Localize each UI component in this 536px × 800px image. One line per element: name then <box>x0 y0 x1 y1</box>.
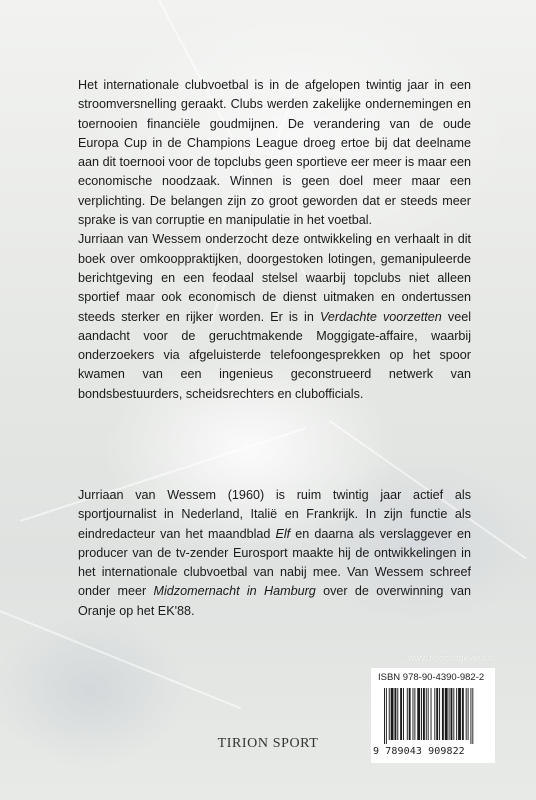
barcode-bar <box>439 688 440 740</box>
barcode-bar <box>423 688 425 740</box>
magazine-title: Elf <box>275 526 291 541</box>
barcode-bar <box>456 688 457 740</box>
barcode-bar <box>414 688 415 740</box>
barcode-bar <box>458 688 461 740</box>
author-bio: Jurriaan van Wessem (1960) is ruim twintig jaar actief als sportjournalist in Nederland, Italië en Frankrijk. In zijn functie als eindredacteur van het maandblad Elf en daarna als verslaggever en producer van de tv-zender Eurosport maakte hij de ontwikkelingen in het internationale clubvoetbal van nabij mee. Van Wessem schreef onder meer Midzomernacht in Hamburg over de overwinning van Oranje op het EK'88. <box>78 488 472 618</box>
barcode-bar <box>391 688 394 740</box>
blurb-text <box>78 76 471 404</box>
barcode-bar <box>445 688 448 740</box>
isbn-number: ISBN 978-90-4390-982-2 <box>378 672 485 683</box>
barcode-bar <box>421 688 422 740</box>
barcode-digits: 9 789043 909822 <box>373 746 465 757</box>
blurb-paragraph-2: Jurriaan van Wessem onderzocht deze ontwikkeling en verhaalt in dit boek over omkooppraktijken, doorgestoken lotingen, gemanipuleerde berichtgeving en een feodaal stelsel waarbij topclubs niet alleen sportief maar ook economisch de dienst uitmaken en ondertussen steeds sterker en rijker worden. Er is in Verdachte voorzetten veel aandacht voor de geruchtmakende Moggigate-affaire, waarbij onderzoekers via afgeluisterde telefoongesprekken op het spoor kwamen van een ingenieus geconstrueerd netwerk van bondsbestuurders, scheidsrechters en clubofficials. <box>78 232 471 401</box>
barcode-bar <box>434 688 435 740</box>
barcode-bar <box>436 688 438 740</box>
barcode-bar <box>389 688 390 740</box>
barcode-bar <box>426 688 427 740</box>
barcode-bar <box>466 688 467 740</box>
publisher-logo: TIRION SPORT <box>217 736 319 751</box>
barcode-bar <box>403 688 404 740</box>
barcode-bar <box>462 688 464 740</box>
barcode-bar <box>407 688 408 740</box>
barcode-bar <box>400 688 402 740</box>
barcode-bar <box>449 688 450 740</box>
barcode-bar <box>409 688 411 740</box>
blurb-paragraph-1: Het internationale clubvoetbal is in de afgelopen twintig jaar in een stroomversnelling geraakt. Clubs werden zakelijke ondernemingen en toernooien financiële goudmijnen. De verandering van de oude Europa Cup in de Champions League droeg ertoe bij dat deelname aan dit toernooi voor de topclubs geen sportieve eer meer is maar een economische noodzaak. Winnen is geen doel meer maar een verplichting. De belangen zijn zo groot geworden dat er steeds meer sprake is van corruptie en manipulatie in het voetbal. <box>78 78 471 228</box>
book-title: Verdachte voorzetten <box>319 309 442 324</box>
barcode-bar <box>431 688 432 740</box>
net-decoration <box>0 610 241 709</box>
barcode-bar <box>397 688 398 740</box>
barcode-bar <box>468 688 469 740</box>
other-book-title: Midzomernacht in Hamburg <box>153 584 316 599</box>
barcode-bar <box>453 688 454 740</box>
barcode-bar <box>413 688 414 740</box>
barcode-bar <box>428 688 429 740</box>
publisher-website: www.tirionuitgevers.nl <box>407 653 495 663</box>
barcode-bar <box>451 688 453 740</box>
barcode-bar <box>442 688 444 740</box>
barcode-bar <box>394 688 396 740</box>
barcode-bar <box>417 688 420 740</box>
